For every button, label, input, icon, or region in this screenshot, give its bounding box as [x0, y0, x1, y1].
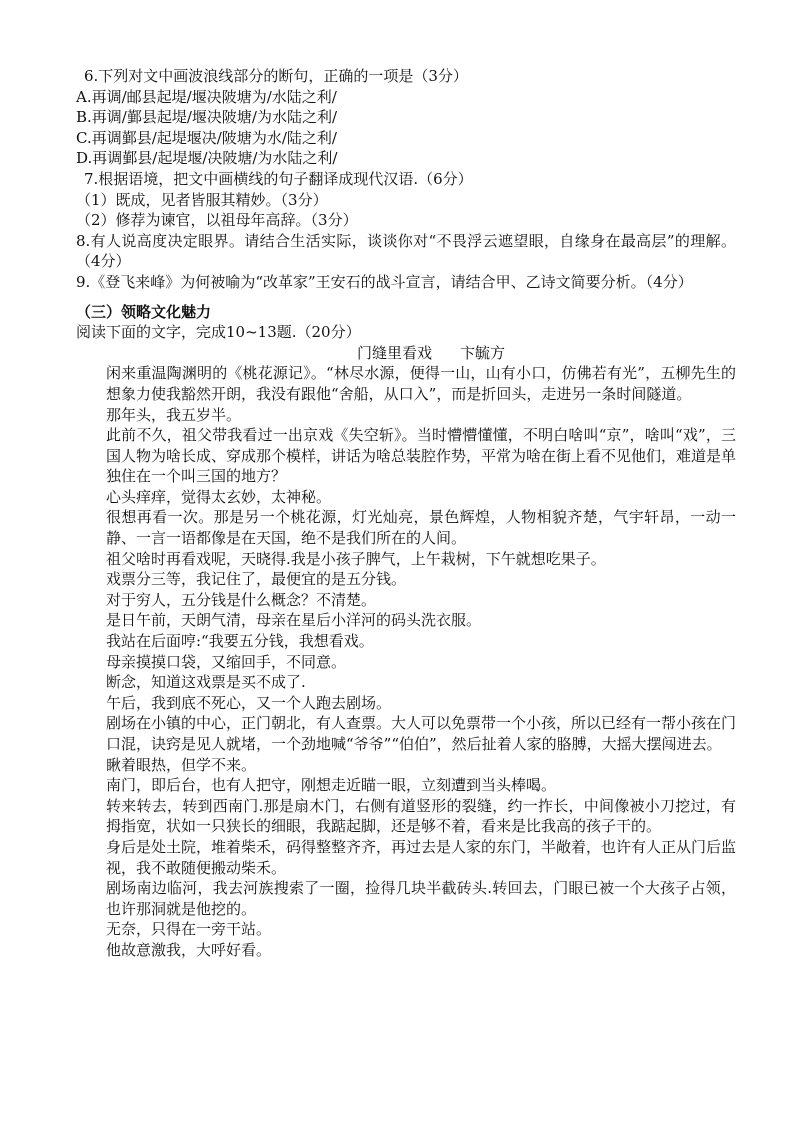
section-instruction: 阅读下面的文字，完成10~13题.（20分） — [76, 323, 361, 342]
question-7-2: （2）修荐为谏官，以祖母年高辞。（3分） — [76, 211, 358, 230]
passage-paragraph: 是日午前，天朗气清，母亲在星后小洋河的码头洗衣服。 — [106, 611, 482, 630]
passage-paragraph: 那年头，我五岁半。 — [106, 405, 242, 424]
passage-paragraph: 剧场南边临河，我去河族搜索了一圈，捡得几块半截砖头.转回去，门眼已被一个大孩子占领，也许那洞就是他挖的。 — [106, 879, 736, 918]
question-6: 6.下列对文中画波浪线部分的断句，正确的一项是（3分） — [84, 67, 468, 85]
section-heading: （三）领略文化魅力 — [76, 302, 212, 321]
passage-paragraph: 断念，知道这戏票是买不成了. — [106, 673, 306, 692]
passage-body — [76, 363, 736, 960]
question-7: 7.根据语境，把文中画横线的句子翻译成现代汉语.（6分） — [84, 169, 473, 188]
question-7-1: （1）既成，见者皆服其精妙。（3分） — [76, 190, 328, 209]
passage-title: 门缝里看戏 — [356, 343, 432, 362]
q6-option-c: C.再调鄞县/起堤堰决/陂塘为水/陆之利/ — [76, 128, 337, 147]
question-9: 9.《登飞来峰》为何被喻为“改革家”王安石的战斗宣言，请结合甲、乙诗文简要分析。（4分） — [76, 272, 693, 291]
passage-paragraph: 此前不久，祖父带我看过一出京戏《失空斩》。当时懵懵懂懂，不明白啥叫“京”，啥叫“戏”，三国人物为啥长成、穿成那个模样，讲话为啥总装腔作势，平常为啥在街上看不见他们，难道是单独住在一个叫三国的地方？ — [106, 426, 737, 486]
passage-paragraph: 瞅着眼热，但学不来。 — [106, 755, 257, 774]
passage-paragraph: 很想再看一次。那是另一个桃花源，灯光灿亮，景色辉煌，人物相貌齐楚，气宇轩昂，一动一静、一言一语都像是在天国，绝不是我们所在的人间。 — [106, 508, 736, 548]
passage-paragraph: 无奈，只得在一旁干站。 — [106, 920, 272, 939]
passage-paragraph: 心头痒痒，觉得太玄妙，太神秘。 — [106, 487, 332, 506]
question-8: 8.有人说高度决定眼界。请结合生活实际，谈谈你对“不畏浮云遮望眼，自缘身在最高层”的理解。（4分） — [76, 231, 736, 271]
q6-option-d: D.再调鄞县/起堤堰/决陂塘/为水陆之利/ — [76, 149, 338, 168]
passage-paragraph: 转来转去，转到西南门.那是扇木门，右侧有道竖形的裂缝，约一拃长，中间像被小刀挖过，有拇指宽，状如一只狭长的细眼，我踮起脚，还是够不着，看来是比我高的孩子干的。 — [106, 796, 736, 836]
passage-paragraph: 午后，我到底不死心，又一个人跑去剧场。 — [106, 693, 392, 712]
passage-paragraph: 戏票分三等，我记住了，最便宜的是五分钱。 — [106, 570, 407, 589]
passage-paragraph: 祖父啥时再看戏呢，天晓得.我是小孩子脾气，上午栽树，下午就想吃果子。 — [106, 549, 606, 568]
passage-paragraph: 身后是处土院，堆着柴禾，码得整整齐齐，再过去是人家的东门，半敞着，也许有人正从门后监视，我不敢随便搬动柴禾。 — [106, 837, 737, 877]
passage-paragraph: 母亲摸摸口袋，又缩回手，不同意。 — [106, 652, 347, 671]
passage-paragraph: 对于穷人，五分钱是什么概念？不清楚。 — [106, 590, 377, 609]
passage-author: 卞毓方 — [460, 343, 506, 362]
passage-paragraph: 南门，即后台，也有人把守，刚想走近瞄一眼，立刻遭到当头棒喝。 — [106, 776, 557, 795]
document-page — [76, 66, 736, 961]
passage-title-line — [76, 343, 736, 364]
q6-option-a: A.再调/邮县起堤/堰决陂塘为/水陆之利/ — [76, 87, 337, 106]
passage-paragraph: 闲来重温陶渊明的《桃花源记》。“林尽水源，便得一山，山有小口，仿佛若有光”，五柳先生的想象力使我豁然开朗，我没有跟他“舍船，从口入”，而是折回头，走进另一条时间隧道。 — [106, 364, 736, 403]
passage-paragraph: 他故意激我，大呼好看。 — [106, 940, 272, 959]
passage-paragraph: 剧场在小镇的中心，正门朝北，有人查票。大人可以免票带一个小孩，所以已经有一帮小孩在门口混，诀窍是见人就堵，一个劲地喊“爷爷”“伯伯”，然后扯着人家的胳膊，大摇大摆闯进去。 — [106, 714, 737, 753]
passage-paragraph: 我站在后面哼:“我要五分钱，我想看戏。 — [106, 632, 374, 651]
q6-option-b: B.再调/鄞县起堤/堰决陂塘/为水陆之利/ — [76, 108, 338, 127]
